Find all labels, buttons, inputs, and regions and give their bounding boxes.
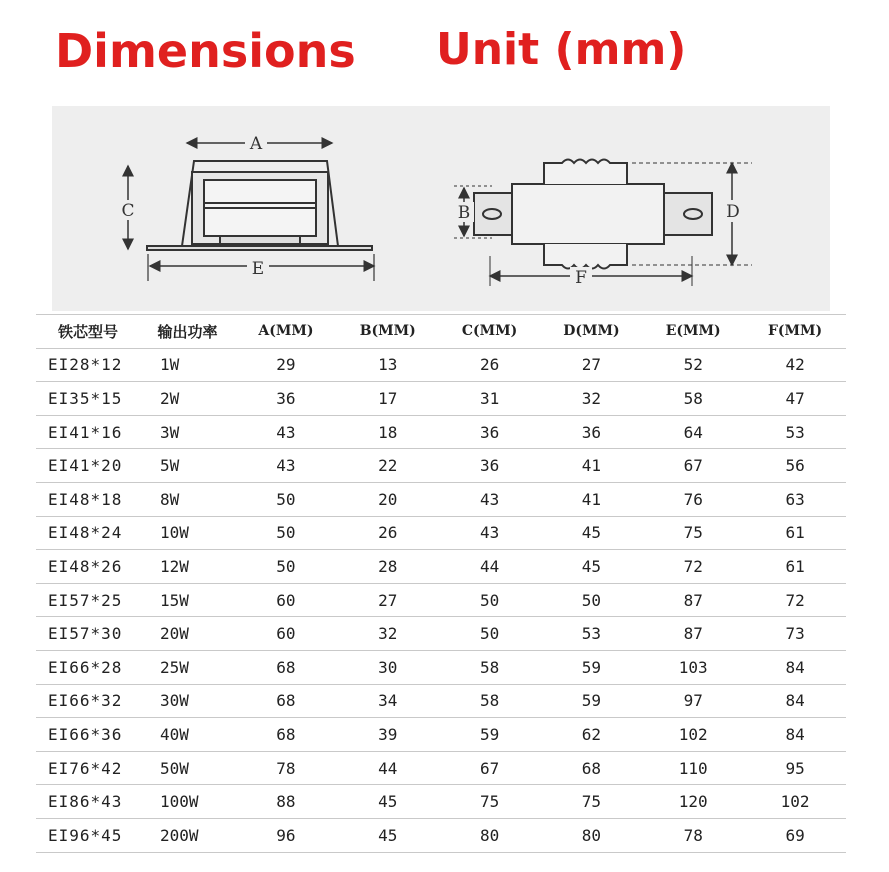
cell-d: 53 <box>540 617 642 651</box>
cell-core-model: EI86*43 <box>36 785 140 819</box>
column-header-c: C(MM) <box>439 315 541 349</box>
cell-f: 102 <box>744 785 846 819</box>
dimension-diagram <box>52 106 830 311</box>
cell-c: 43 <box>439 482 541 516</box>
unit-label: Unit (mm) <box>436 24 687 75</box>
cell-e: 64 <box>642 415 744 449</box>
table-row <box>36 718 846 752</box>
column-header-output-power: 输出功率 <box>140 315 235 349</box>
front-view <box>147 161 372 250</box>
cell-d: 75 <box>540 785 642 819</box>
cell-core-model: EI66*32 <box>36 684 140 718</box>
table-row <box>36 348 846 382</box>
cell-f: 61 <box>744 550 846 584</box>
cell-c: 50 <box>439 617 541 651</box>
cell-b: 18 <box>337 415 439 449</box>
cell-a: 96 <box>235 818 337 852</box>
cell-c: 44 <box>439 550 541 584</box>
table-body <box>36 348 846 852</box>
cell-e: 97 <box>642 684 744 718</box>
cell-c: 43 <box>439 516 541 550</box>
cell-d: 50 <box>540 583 642 617</box>
cell-f: 47 <box>744 382 846 416</box>
cell-core-model: EI41*20 <box>36 449 140 483</box>
table-row <box>36 684 846 718</box>
column-header-b: B(MM) <box>337 315 439 349</box>
cell-e: 72 <box>642 550 744 584</box>
table-row <box>36 449 846 483</box>
table-row <box>36 382 846 416</box>
cell-a: 68 <box>235 650 337 684</box>
cell-c: 58 <box>439 684 541 718</box>
table-row <box>36 751 846 785</box>
cell-d: 41 <box>540 449 642 483</box>
top-view <box>474 160 712 269</box>
table-row <box>36 583 846 617</box>
cell-b: 44 <box>337 751 439 785</box>
cell-a: 50 <box>235 516 337 550</box>
cell-core-model: EI41*16 <box>36 415 140 449</box>
cell-a: 60 <box>235 617 337 651</box>
cell-output-power: 10W <box>140 516 235 550</box>
cell-e: 52 <box>642 348 744 382</box>
cell-core-model: EI48*18 <box>36 482 140 516</box>
cell-b: 45 <box>337 818 439 852</box>
label-b: B <box>457 203 471 223</box>
column-header-e: E(MM) <box>642 315 744 349</box>
cell-e: 76 <box>642 482 744 516</box>
cell-core-model: EI48*26 <box>36 550 140 584</box>
cell-e: 67 <box>642 449 744 483</box>
cell-b: 20 <box>337 482 439 516</box>
cell-a: 36 <box>235 382 337 416</box>
cell-f: 53 <box>744 415 846 449</box>
cell-output-power: 200W <box>140 818 235 852</box>
cell-core-model: EI57*30 <box>36 617 140 651</box>
cell-output-power: 25W <box>140 650 235 684</box>
cell-c: 75 <box>439 785 541 819</box>
cell-core-model: EI28*12 <box>36 348 140 382</box>
cell-d: 41 <box>540 482 642 516</box>
cell-core-model: EI96*45 <box>36 818 140 852</box>
cell-e: 75 <box>642 516 744 550</box>
cell-a: 50 <box>235 550 337 584</box>
cell-output-power: 50W <box>140 751 235 785</box>
cell-b: 39 <box>337 718 439 752</box>
cell-b: 22 <box>337 449 439 483</box>
cell-e: 58 <box>642 382 744 416</box>
cell-c: 80 <box>439 818 541 852</box>
cell-f: 84 <box>744 684 846 718</box>
cell-d: 45 <box>540 550 642 584</box>
cell-a: 43 <box>235 415 337 449</box>
cell-output-power: 8W <box>140 482 235 516</box>
cell-d: 27 <box>540 348 642 382</box>
cell-c: 36 <box>439 415 541 449</box>
cell-f: 72 <box>744 583 846 617</box>
cell-core-model: EI57*25 <box>36 583 140 617</box>
cell-b: 45 <box>337 785 439 819</box>
cell-output-power: 40W <box>140 718 235 752</box>
cell-output-power: 20W <box>140 617 235 651</box>
cell-f: 63 <box>744 482 846 516</box>
cell-d: 59 <box>540 650 642 684</box>
table-row <box>36 617 846 651</box>
cell-b: 34 <box>337 684 439 718</box>
cell-b: 28 <box>337 550 439 584</box>
label-a: A <box>249 134 263 154</box>
cell-e: 110 <box>642 751 744 785</box>
column-header-d: D(MM) <box>540 315 642 349</box>
cell-output-power: 1W <box>140 348 235 382</box>
cell-d: 45 <box>540 516 642 550</box>
cell-e: 87 <box>642 617 744 651</box>
table-row <box>36 818 846 852</box>
cell-output-power: 30W <box>140 684 235 718</box>
cell-e: 103 <box>642 650 744 684</box>
cell-b: 26 <box>337 516 439 550</box>
label-d: D <box>726 202 740 222</box>
transformer-drawing <box>52 106 830 311</box>
cell-c: 59 <box>439 718 541 752</box>
table-row <box>36 650 846 684</box>
cell-f: 42 <box>744 348 846 382</box>
cell-b: 13 <box>337 348 439 382</box>
cell-e: 78 <box>642 818 744 852</box>
cell-b: 17 <box>337 382 439 416</box>
cell-core-model: EI48*24 <box>36 516 140 550</box>
cell-d: 80 <box>540 818 642 852</box>
cell-b: 30 <box>337 650 439 684</box>
label-e: E <box>251 259 265 279</box>
table-row <box>36 482 846 516</box>
dimension-table-wrap <box>36 314 846 854</box>
table-row <box>36 550 846 584</box>
cell-c: 58 <box>439 650 541 684</box>
cell-core-model: EI66*28 <box>36 650 140 684</box>
cell-f: 84 <box>744 650 846 684</box>
column-header-core-model: 铁芯型号 <box>36 315 140 349</box>
page-title: Dimensions <box>55 24 356 78</box>
cell-c: 50 <box>439 583 541 617</box>
table-row <box>36 785 846 819</box>
title-row <box>0 14 889 94</box>
cell-e: 120 <box>642 785 744 819</box>
cell-a: 60 <box>235 583 337 617</box>
cell-output-power: 2W <box>140 382 235 416</box>
cell-f: 69 <box>744 818 846 852</box>
cell-d: 62 <box>540 718 642 752</box>
cell-d: 32 <box>540 382 642 416</box>
cell-c: 26 <box>439 348 541 382</box>
cell-a: 43 <box>235 449 337 483</box>
cell-a: 68 <box>235 718 337 752</box>
label-c: C <box>121 201 135 221</box>
cell-e: 102 <box>642 718 744 752</box>
cell-output-power: 15W <box>140 583 235 617</box>
cell-a: 78 <box>235 751 337 785</box>
cell-a: 29 <box>235 348 337 382</box>
cell-f: 61 <box>744 516 846 550</box>
cell-d: 36 <box>540 415 642 449</box>
cell-b: 27 <box>337 583 439 617</box>
cell-f: 84 <box>744 718 846 752</box>
cell-f: 56 <box>744 449 846 483</box>
cell-b: 32 <box>337 617 439 651</box>
table-row <box>36 516 846 550</box>
cell-core-model: EI35*15 <box>36 382 140 416</box>
cell-f: 95 <box>744 751 846 785</box>
column-header-f: F(MM) <box>744 315 846 349</box>
column-header-a: A(MM) <box>235 315 337 349</box>
cell-output-power: 12W <box>140 550 235 584</box>
cell-core-model: EI76*42 <box>36 751 140 785</box>
cell-c: 36 <box>439 449 541 483</box>
label-f: F <box>575 268 587 288</box>
cell-a: 88 <box>235 785 337 819</box>
cell-a: 68 <box>235 684 337 718</box>
cell-core-model: EI66*36 <box>36 718 140 752</box>
cell-a: 50 <box>235 482 337 516</box>
cell-c: 67 <box>439 751 541 785</box>
cell-d: 59 <box>540 684 642 718</box>
table-row <box>36 415 846 449</box>
cell-c: 31 <box>439 382 541 416</box>
cell-output-power: 3W <box>140 415 235 449</box>
cell-f: 73 <box>744 617 846 651</box>
cell-e: 87 <box>642 583 744 617</box>
cell-output-power: 100W <box>140 785 235 819</box>
dimension-table <box>36 314 846 853</box>
table-header-row <box>36 315 846 349</box>
cell-d: 68 <box>540 751 642 785</box>
cell-output-power: 5W <box>140 449 235 483</box>
